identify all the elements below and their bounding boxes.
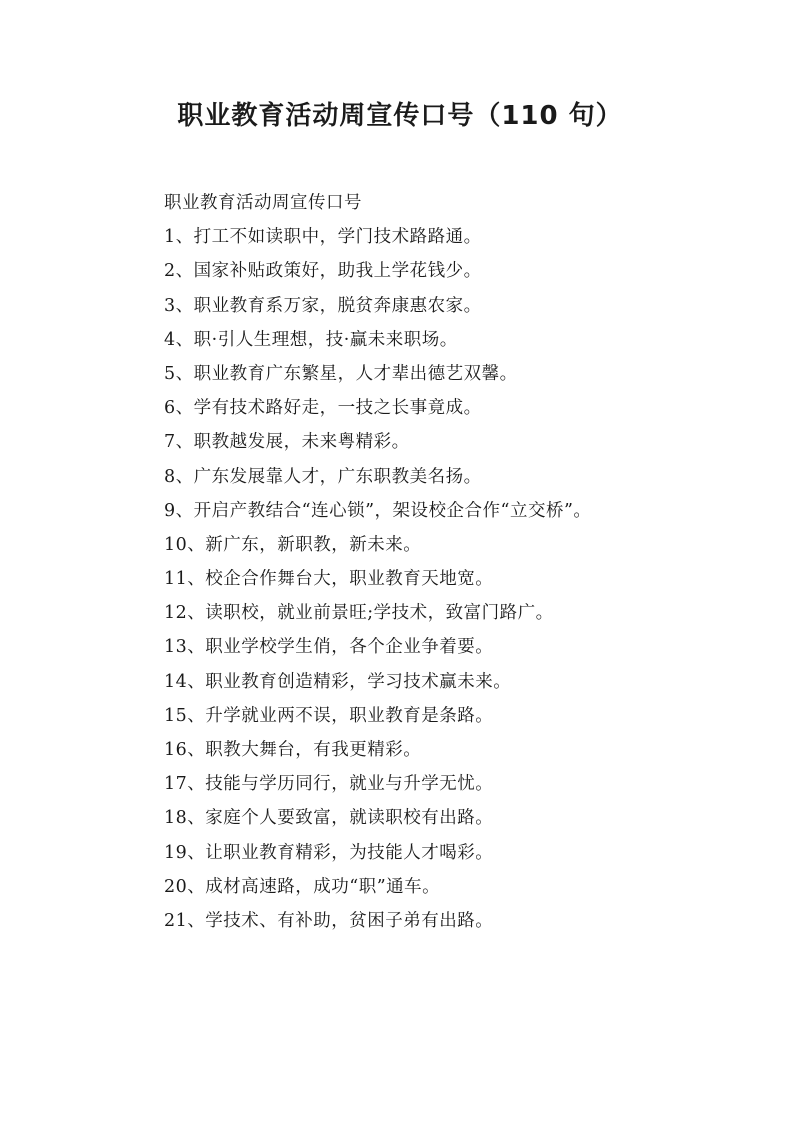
slogan-item: 3、职业教育系万家，脱贫奔康惠农家。 — [164, 295, 482, 316]
slogan-item: 5、职业教育广东繁星，人才辈出德艺双馨。 — [164, 363, 518, 384]
section-subtitle: 职业教育活动周宣传口号 — [164, 193, 362, 213]
slogan-item: 20、成材高速路，成功“职”通车。 — [164, 876, 441, 897]
slogan-item: 7、职教越发展，未来粤精彩。 — [164, 432, 410, 453]
slogan-item: 19、让职业教育精彩，为技能人才喝彩。 — [164, 842, 494, 863]
document-body — [164, 186, 764, 938]
slogan-item: 18、家庭个人要致富，就读职校有出路。 — [164, 808, 494, 829]
slogan-item: 15、升学就业两不误，职业教育是条路。 — [164, 705, 494, 726]
slogan-item: 12、读职校，就业前景旺;学技术，致富门路广。 — [164, 603, 554, 624]
slogan-item: 11、校企合作舞台大，职业教育天地宽。 — [164, 569, 494, 590]
slogan-item: 8、广东发展靠人才，广东职教美名扬。 — [164, 466, 482, 487]
slogan-list — [164, 220, 764, 938]
slogan-item: 1、打工不如读职中，学门技术路路通。 — [164, 227, 482, 248]
slogan-item: 10、新广东，新职教，新未来。 — [164, 534, 422, 555]
slogan-item: 17、技能与学历同行，就业与升学无忧。 — [164, 774, 494, 795]
slogan-item: 21、学技术、有补助，贫困子弟有出路。 — [164, 910, 494, 931]
slogan-item: 16、职教大舞台，有我更精彩。 — [164, 740, 422, 760]
slogan-item: 13、职业学校学生俏，各个企业争着要。 — [164, 637, 494, 658]
slogan-item: 14、职业教育创造精彩，学习技术赢未来。 — [164, 671, 512, 692]
slogan-item: 9、开启产教结合“连心锁”，架设校企合作“立交桥”。 — [164, 500, 592, 521]
slogan-item: 6、学有技术路好走，一技之长事竟成。 — [164, 398, 482, 419]
slogan-item: 2、国家补贴政策好，助我上学花钱少。 — [164, 261, 482, 282]
document-title: 职业教育活动周宣传口号（110 句） — [177, 101, 623, 131]
slogan-item: 4、职·引人生理想，技·赢未来职场。 — [164, 329, 458, 350]
